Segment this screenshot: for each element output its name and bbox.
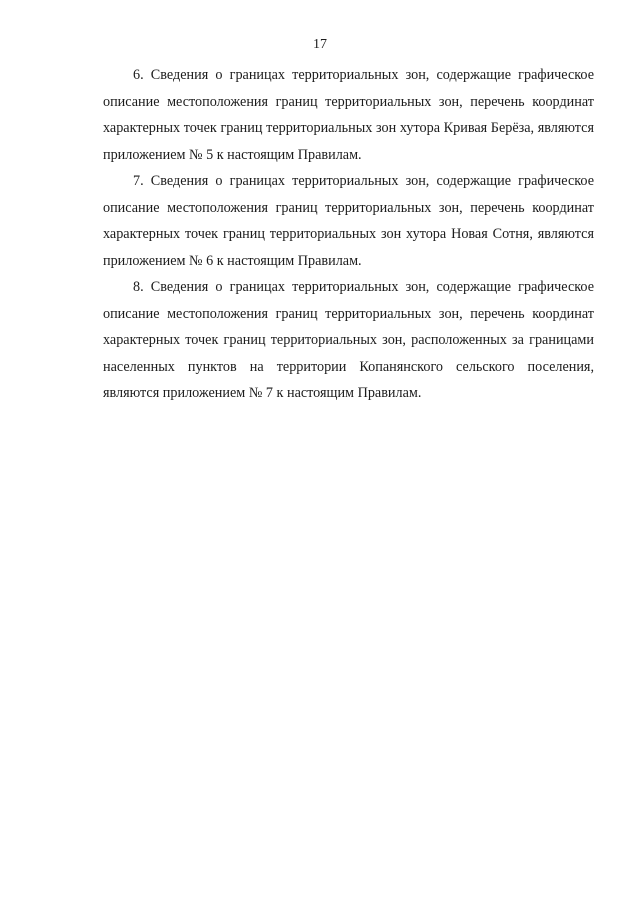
page-number: 17 [313,37,327,52]
paragraph-6: 6. Сведения о границах территориальных зон, содержащие графическое описание местоположения границ территориальных зон, перечень координат характерных точек границ территориальных зон хутора Кривая Берёза, являются приложением № 5 к настоящим Правилам. [103,67,594,163]
paragraph-7: 7. Сведения о границах территориальных зон, содержащие графическое описание местоположения границ территориальных зон, перечень координат характерных точек границ территориальных зон хутора Новая Сотня, являются приложением № 6 к настоящим Правилам. [103,173,594,269]
paragraph-8: 8. Сведения о границах территориальных зон, содержащие графическое описание местоположения границ территориальных зон, перечень координат характерных точек границ территориальных зон, расположенных за границами населенных пунктов на территории Копанянского сельского поселения, являются приложением № 7 к настоящим Правилам. [103,279,594,401]
document-body [103,62,594,407]
